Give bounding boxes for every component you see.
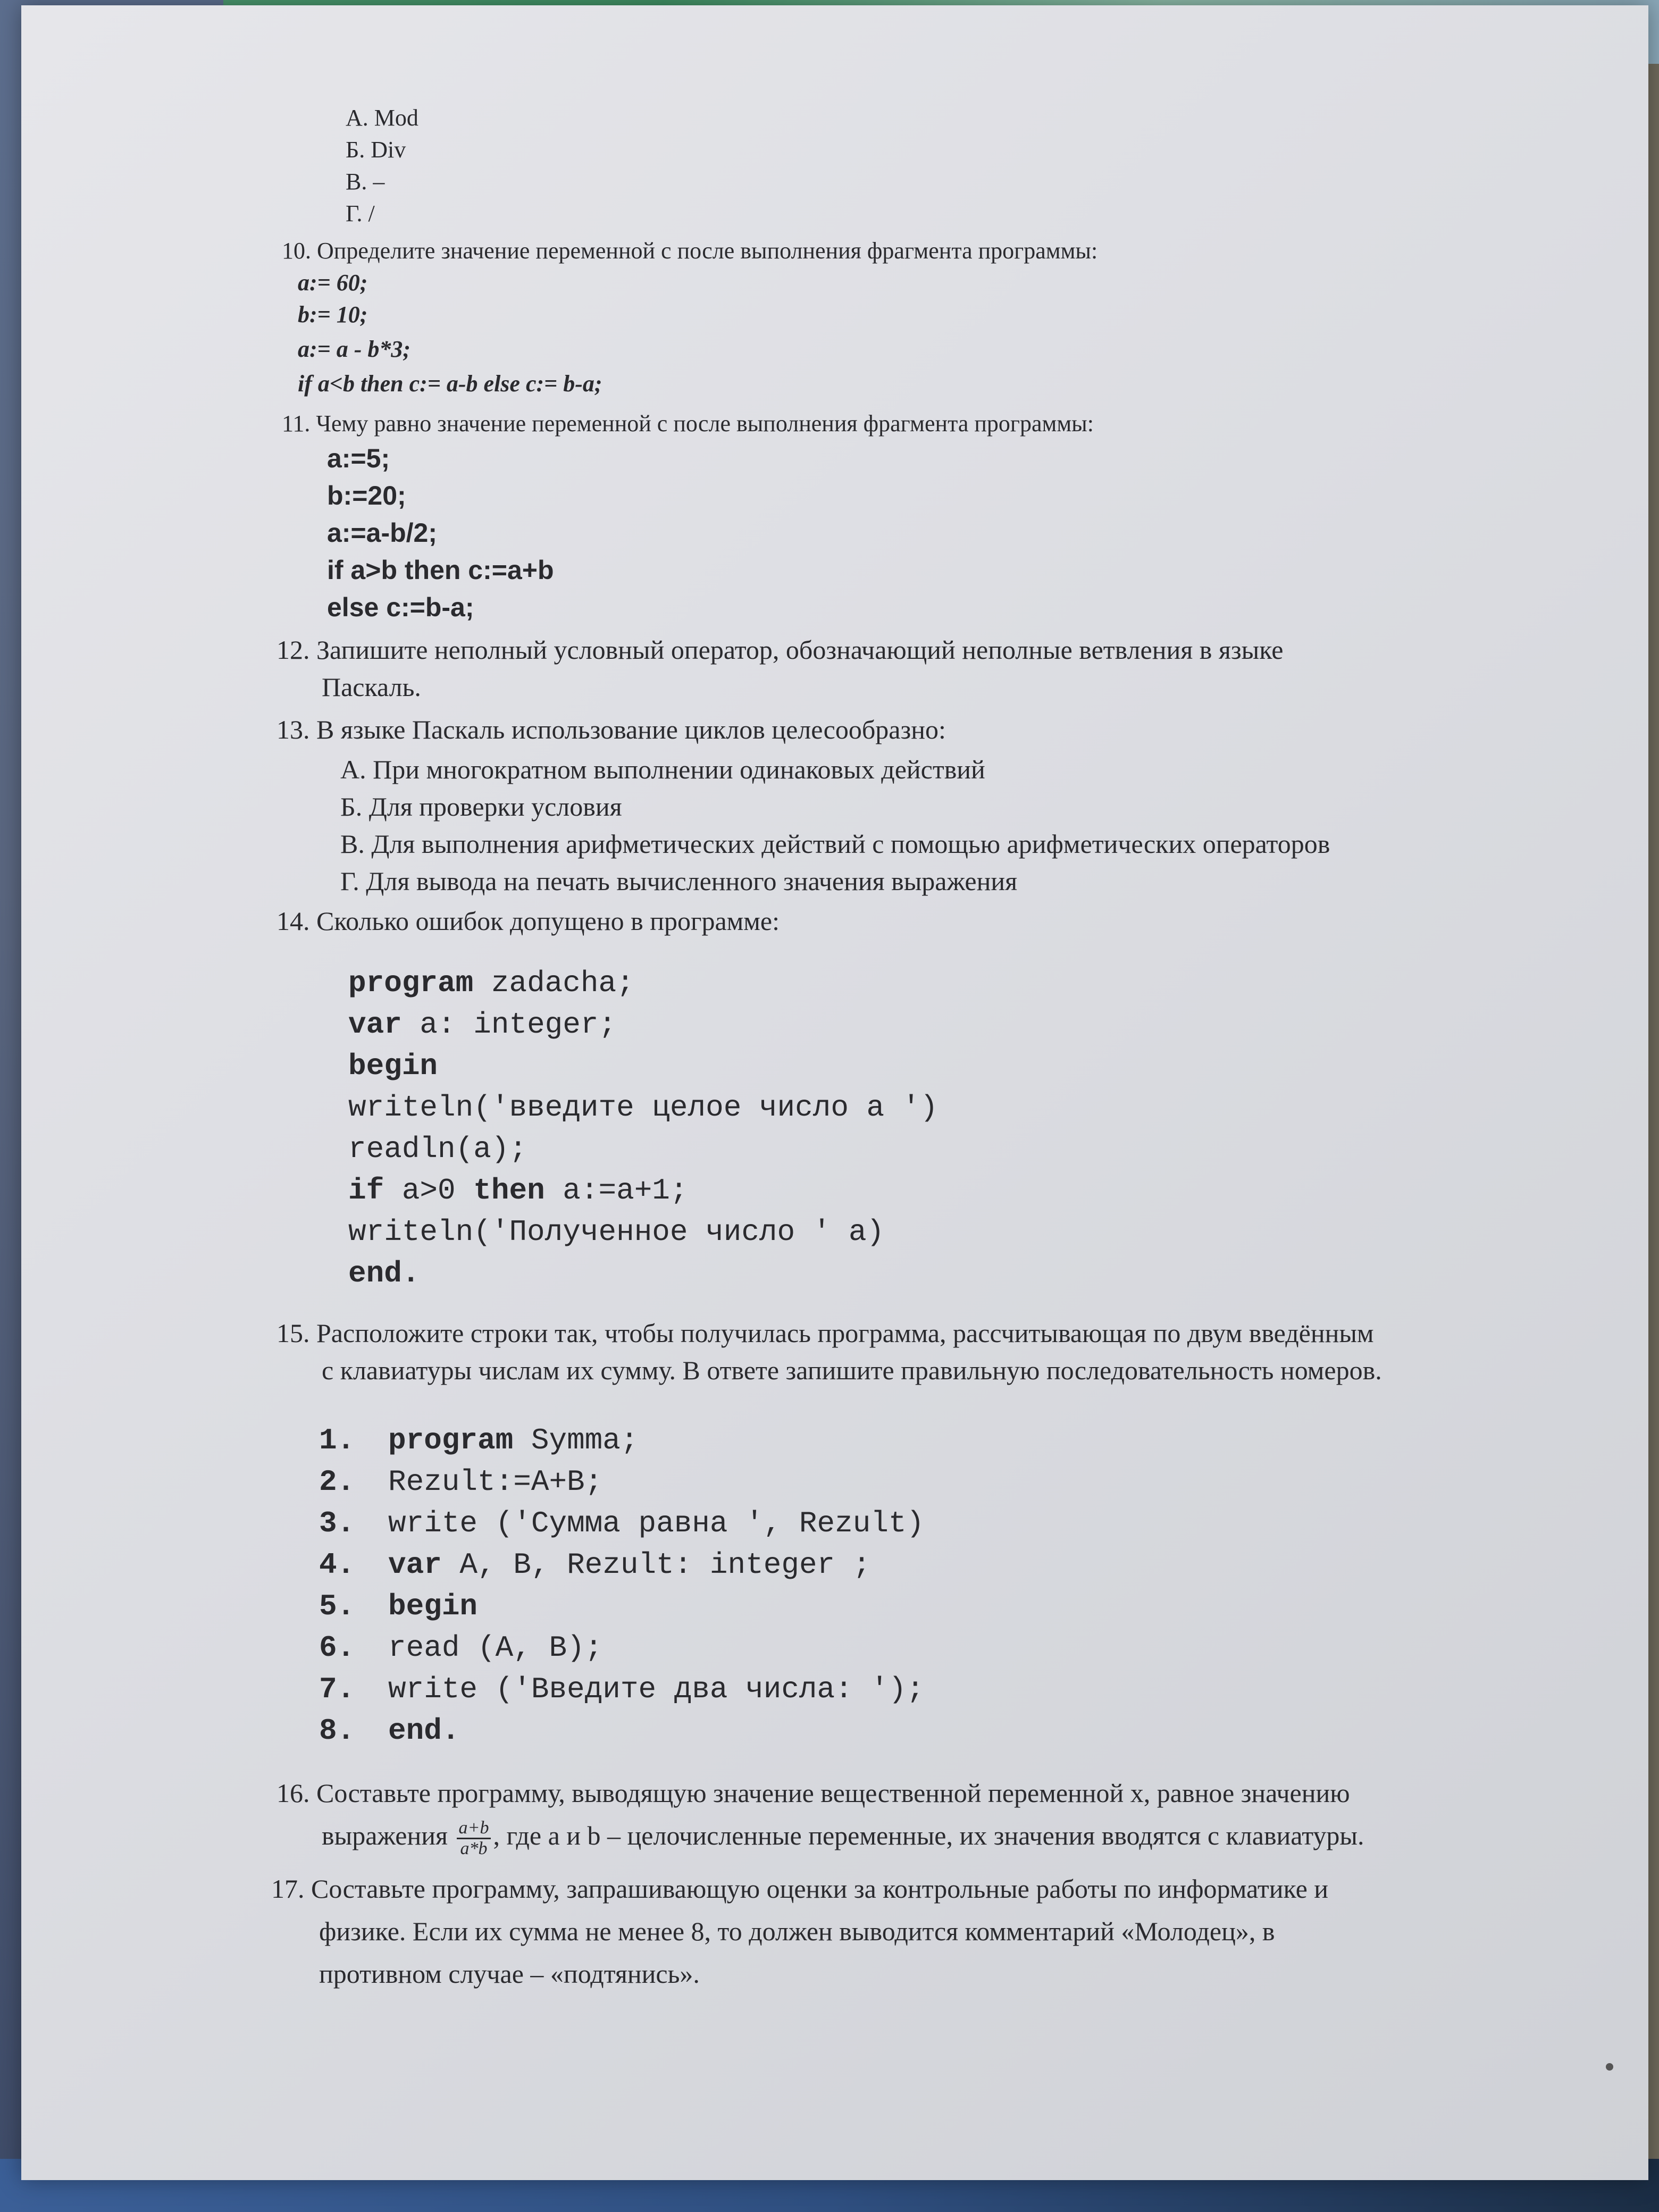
q14-code-line: begin <box>348 1049 438 1083</box>
q11-code-line: a:=5; <box>327 443 390 473</box>
q10-code-line: a:= 60; <box>298 270 368 296</box>
q10-text: 10. Определите значение переменной с после выполнения фрагмента программы: <box>282 238 1098 264</box>
q14-code-line: readln(a); <box>348 1132 527 1166</box>
q15-line: 1. program Symma; <box>319 1423 639 1457</box>
q11-code-line: else c:=b-a; <box>327 592 474 622</box>
q15-line: 8. end. <box>319 1714 460 1748</box>
q11-code-line: if a>b then c:=a+b <box>327 555 554 585</box>
page-speck <box>1606 2063 1613 2071</box>
q14-code-line: writeln('введите целое число a ') <box>348 1091 938 1125</box>
q9-option-a: А. Mod <box>346 105 418 131</box>
q11-text: 11. Чему равно значение переменной c после выполнения фрагмента программы: <box>282 410 1094 437</box>
q15-line: 5. begin <box>319 1589 478 1623</box>
q15-line: 3. write ('Сумма равна ', Rezult) <box>319 1506 925 1540</box>
q10-code-line: if a<b then c:= a-b else c:= b-a; <box>298 371 602 397</box>
q11-code-line: a:=a-b/2; <box>327 518 438 548</box>
q14-code-line: var a: integer; <box>348 1008 617 1042</box>
q15-line: 2. Rezult:=A+B; <box>319 1465 603 1499</box>
q14-code-line: writeln('Полученное число ' a) <box>348 1215 885 1249</box>
q10-code-line: b:= 10; <box>298 301 368 328</box>
q13-option-d: Г. Для вывода на печать вычисленного значения выражения <box>340 866 1018 896</box>
q15-line: 7. write ('Введите два числа: '); <box>319 1672 925 1706</box>
q13-option-b: Б. Для проверки условия <box>340 792 622 822</box>
q15-text: 15. Расположите строки так, чтобы получилась программа, рассчитывающая по двум введённым <box>276 1318 1374 1348</box>
q14-code-line: end. <box>348 1256 420 1291</box>
q12-text: 12. Запишите неполный условный оператор, обозначающий неполные ветвления в языке <box>276 635 1284 665</box>
fraction-expression: $\frac{a+b}{a*b}$ <box>457 1819 491 1858</box>
q16-text-cont: выражения $\frac{a+b}{a*b}$ , где a и b – целочисленные переменные, их значения вводятся с клавиатуры. <box>322 1818 1364 1859</box>
q13-text: 13. В языке Паскаль использование циклов целесообразно: <box>276 715 946 744</box>
q17-text: 17. Составьте программу, запрашивающую оценки за контрольные работы по информатике и <box>271 1874 1329 1904</box>
q9-option-d: Г. / <box>346 200 375 227</box>
q17-text-cont: физике. Если их сумма не менее 8, то должен выводится комментарий «Молодец», в <box>319 1916 1275 1946</box>
document-page <box>21 5 1648 2180</box>
q17-text-cont: противном случае – «подтянись». <box>319 1959 700 1989</box>
q14-code-line: program zadacha; <box>348 966 634 1000</box>
q11-code-line: b:=20; <box>327 481 406 510</box>
q14-code-line: if a>0 then a:=a+1; <box>348 1174 688 1208</box>
q12-text-cont: Паскаль. <box>322 672 421 702</box>
q13-option-c: В. Для выполнения арифметических действий с помощью арифметических операторов <box>340 829 1330 859</box>
q9-option-c: В. – <box>346 169 385 195</box>
q15-line: 6. read (A, B); <box>319 1631 603 1665</box>
q14-text: 14. Сколько ошибок допущено в программе: <box>276 906 780 936</box>
q15-text-cont: с клавиатуры числам их сумму. В ответе запишите правильную последовательность номеров. <box>322 1355 1382 1385</box>
q16-text: 16. Составьте программу, выводящую значение вещественной переменной x, равное значению <box>276 1778 1350 1808</box>
q9-option-b: Б. Div <box>346 137 406 163</box>
q15-line: 4. var A, B, Rezult: integer ; <box>319 1548 871 1582</box>
q10-code-line: a:= a - b*3; <box>298 336 411 362</box>
q13-option-a: А. При многократном выполнении одинаковых действий <box>340 755 985 784</box>
